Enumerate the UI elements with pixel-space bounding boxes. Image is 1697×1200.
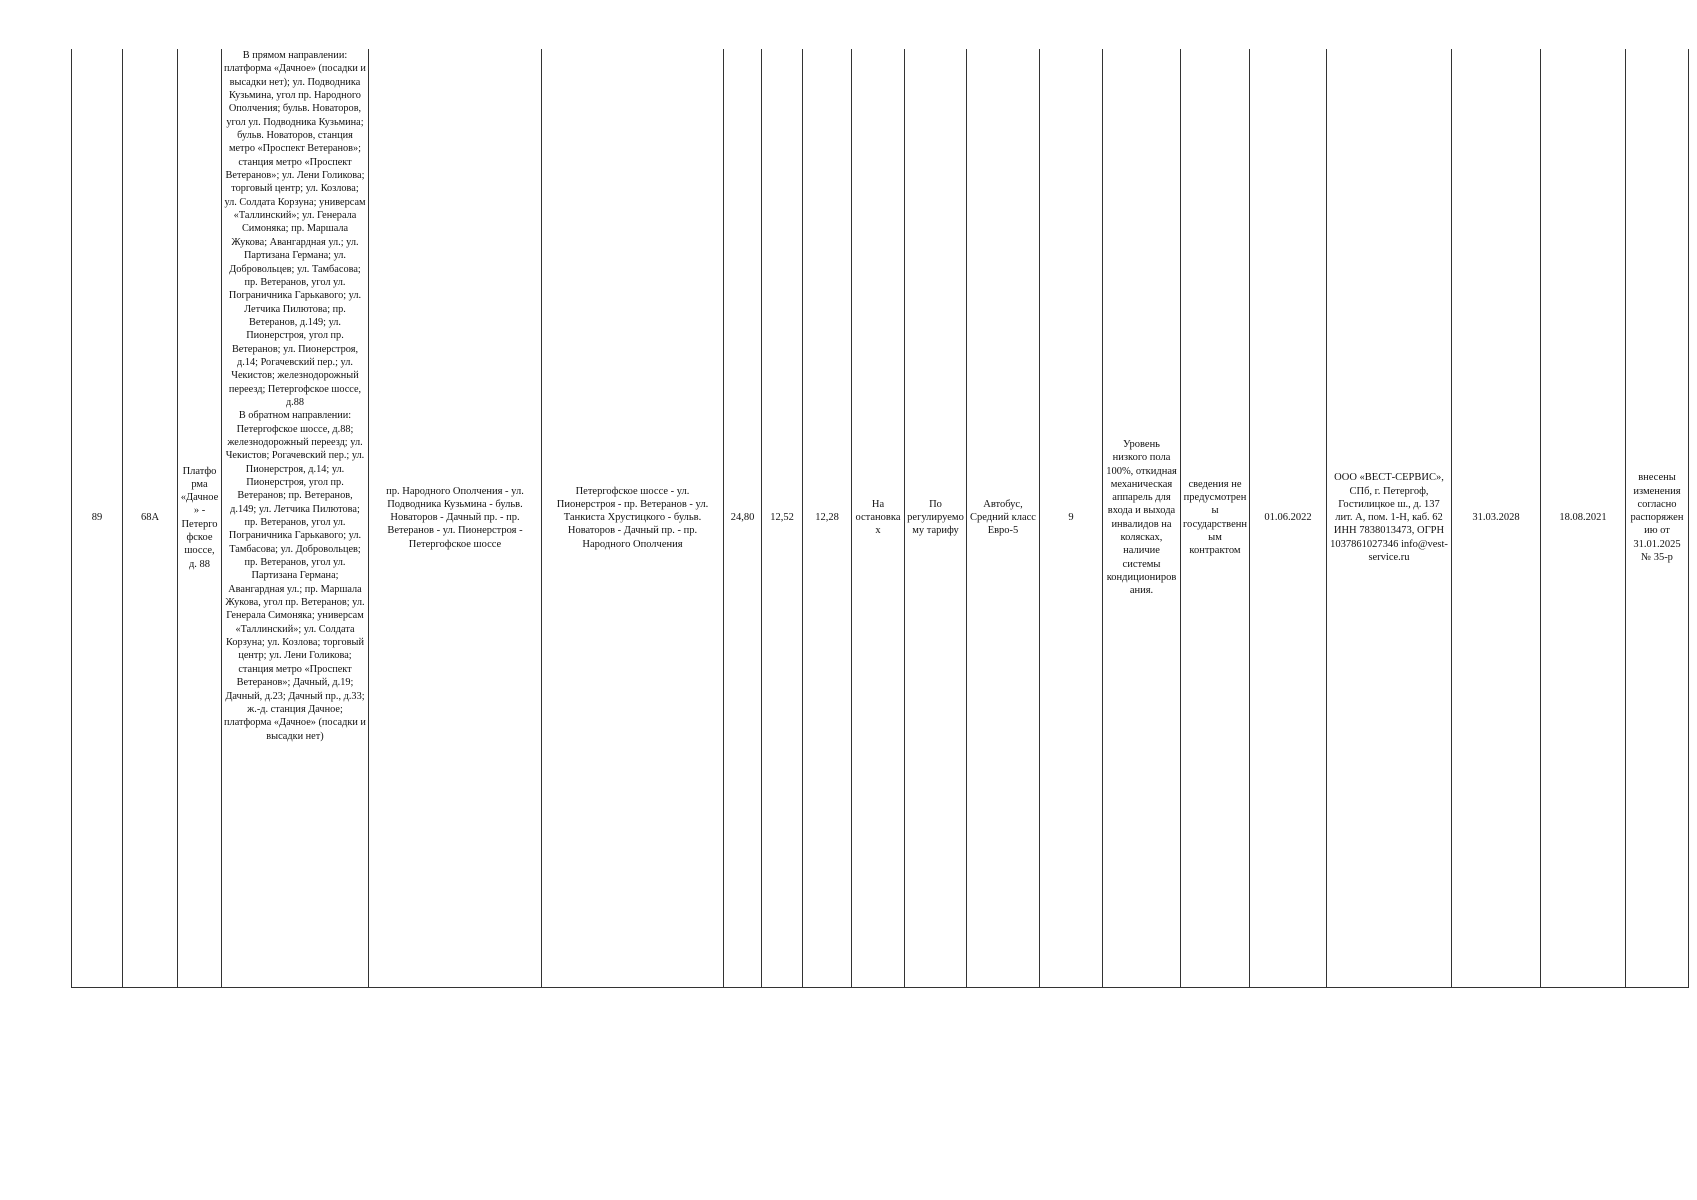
end-date-cell: 31.03.2028 <box>1452 49 1541 987</box>
route-number-cell: 68А <box>123 49 178 987</box>
registry-date-cell: 18.08.2021 <box>1541 49 1626 987</box>
length-forward-cell: 12,52 <box>762 49 803 987</box>
length-total-cell: 24,80 <box>724 49 762 987</box>
tariff-cell: По регулируемому тарифу <box>905 49 967 987</box>
length-backward-cell: 12,28 <box>803 49 852 987</box>
vehicle-count-cell: 9 <box>1040 49 1103 987</box>
features-cell: Уровень низкого пола 100%, откидная механическая аппарель для входа и выхода инвалидов на колясках, наличие системы кондиционирования. <box>1103 49 1181 987</box>
streets-backward-cell: Петергофское шоссе - ул. Пионерстроя - пр. Ветеранов - ул. Танкиста Хрустицкого - бульв. Новаторов - Дачный пр. - пр. Народного Ополчения <box>542 49 724 987</box>
stop-order-cell: На остановках <box>852 49 905 987</box>
table-row <box>72 49 1689 987</box>
streets-forward-cell: пр. Народного Ополчения - ул. Подводника Кузьмина - бульв. Новаторов - Дачный пр. - пр. Ветеранов - ул. Пионерстроя - Петергофское шоссе <box>369 49 542 987</box>
route-name-cell: Платформа «Дачное» - Петергофское шоссе, д. 88 <box>178 49 222 987</box>
vehicle-cell: Автобус, Средний класс Евро-5 <box>967 49 1040 987</box>
stops-path-cell: В прямом направлении: платформа «Дачное» (посадки и высадки нет); ул. Подводника Кузьмина, угол пр. Народного Ополчения; бульв. Новаторов, угол ул. Подводника Кузьмина; бульв. Новаторов, станция метро «Проспект Ветеранов»; станция метро «Проспект Ветеранов»; ул. Лени Голикова; торговый центр; ул. Козлова; ул. Солдата Корзуна; универсам «Таллинский»; ул. Генерала Симоняка; пр. Маршала Жукова; Авангардная ул.; ул. Партизана Германа; ул. Добровольцев; ул. Тамбасова; пр. Ветеранов, угол ул. Пограничника Гарькавого; ул. Летчика Пилютова; пр. Ветеранов, д.149; ул. Пионерстроя, угол пр. Ветеранов; ул. Пионерстроя, д.14; Рогачевский пер.; ул. Чекистов; железнодорожный переезд; Петергофское шоссе, д.88 В обратном направлении: Петергофское шоссе, д.88; железнодорожный переезд; ул. Чекистов; Рогачевский пер.; ул. Пионерстроя, д.14; ул. Пионерстроя, угол пр. Ветеранов; пр. Ветеранов, д.149; ул. Летчика Пилютова; пр. Ветеранов, угол ул. Пограничника Гарькавого; ул. Тамбасова; ул. Добровольцев; пр. Ветеранов, угол ул. Партизана Германа; Авангардная ул.; пр. Маршала Жукова, угол пр. Ветеранов; ул. Генерала Симоняка; универсам «Таллинский»; ул. Солдата Корзуна; ул. Козлова; торговый центр; ул. Лени Голикова; станция метро «Проспект Ветеранов»; Дачный, д.19; Дачный, д.23; Дачный пр., д.33; ж.-д. станция Дачное; платформа «Дачное» (посадки и высадки нет) <box>222 49 369 987</box>
carrier-cell: ООО «ВЕСТ-СЕРВИС», СПб, г. Петергоф, Гостилицкое ш., д. 137 лит. А, пом. 1-Н, каб. 62 ИНН 7838013473, ОГРН 1037861027346 info@vest-service.ru <box>1327 49 1452 987</box>
row-number-cell: 89 <box>72 49 123 987</box>
route-registry-table <box>71 49 1689 988</box>
contract-info-cell: сведения не предусмотрены государственным контрактом <box>1181 49 1250 987</box>
changes-note-cell: внесены изменения согласно распоряжению от 31.01.2025 № 35-р <box>1626 49 1689 987</box>
start-date-cell: 01.06.2022 <box>1250 49 1327 987</box>
